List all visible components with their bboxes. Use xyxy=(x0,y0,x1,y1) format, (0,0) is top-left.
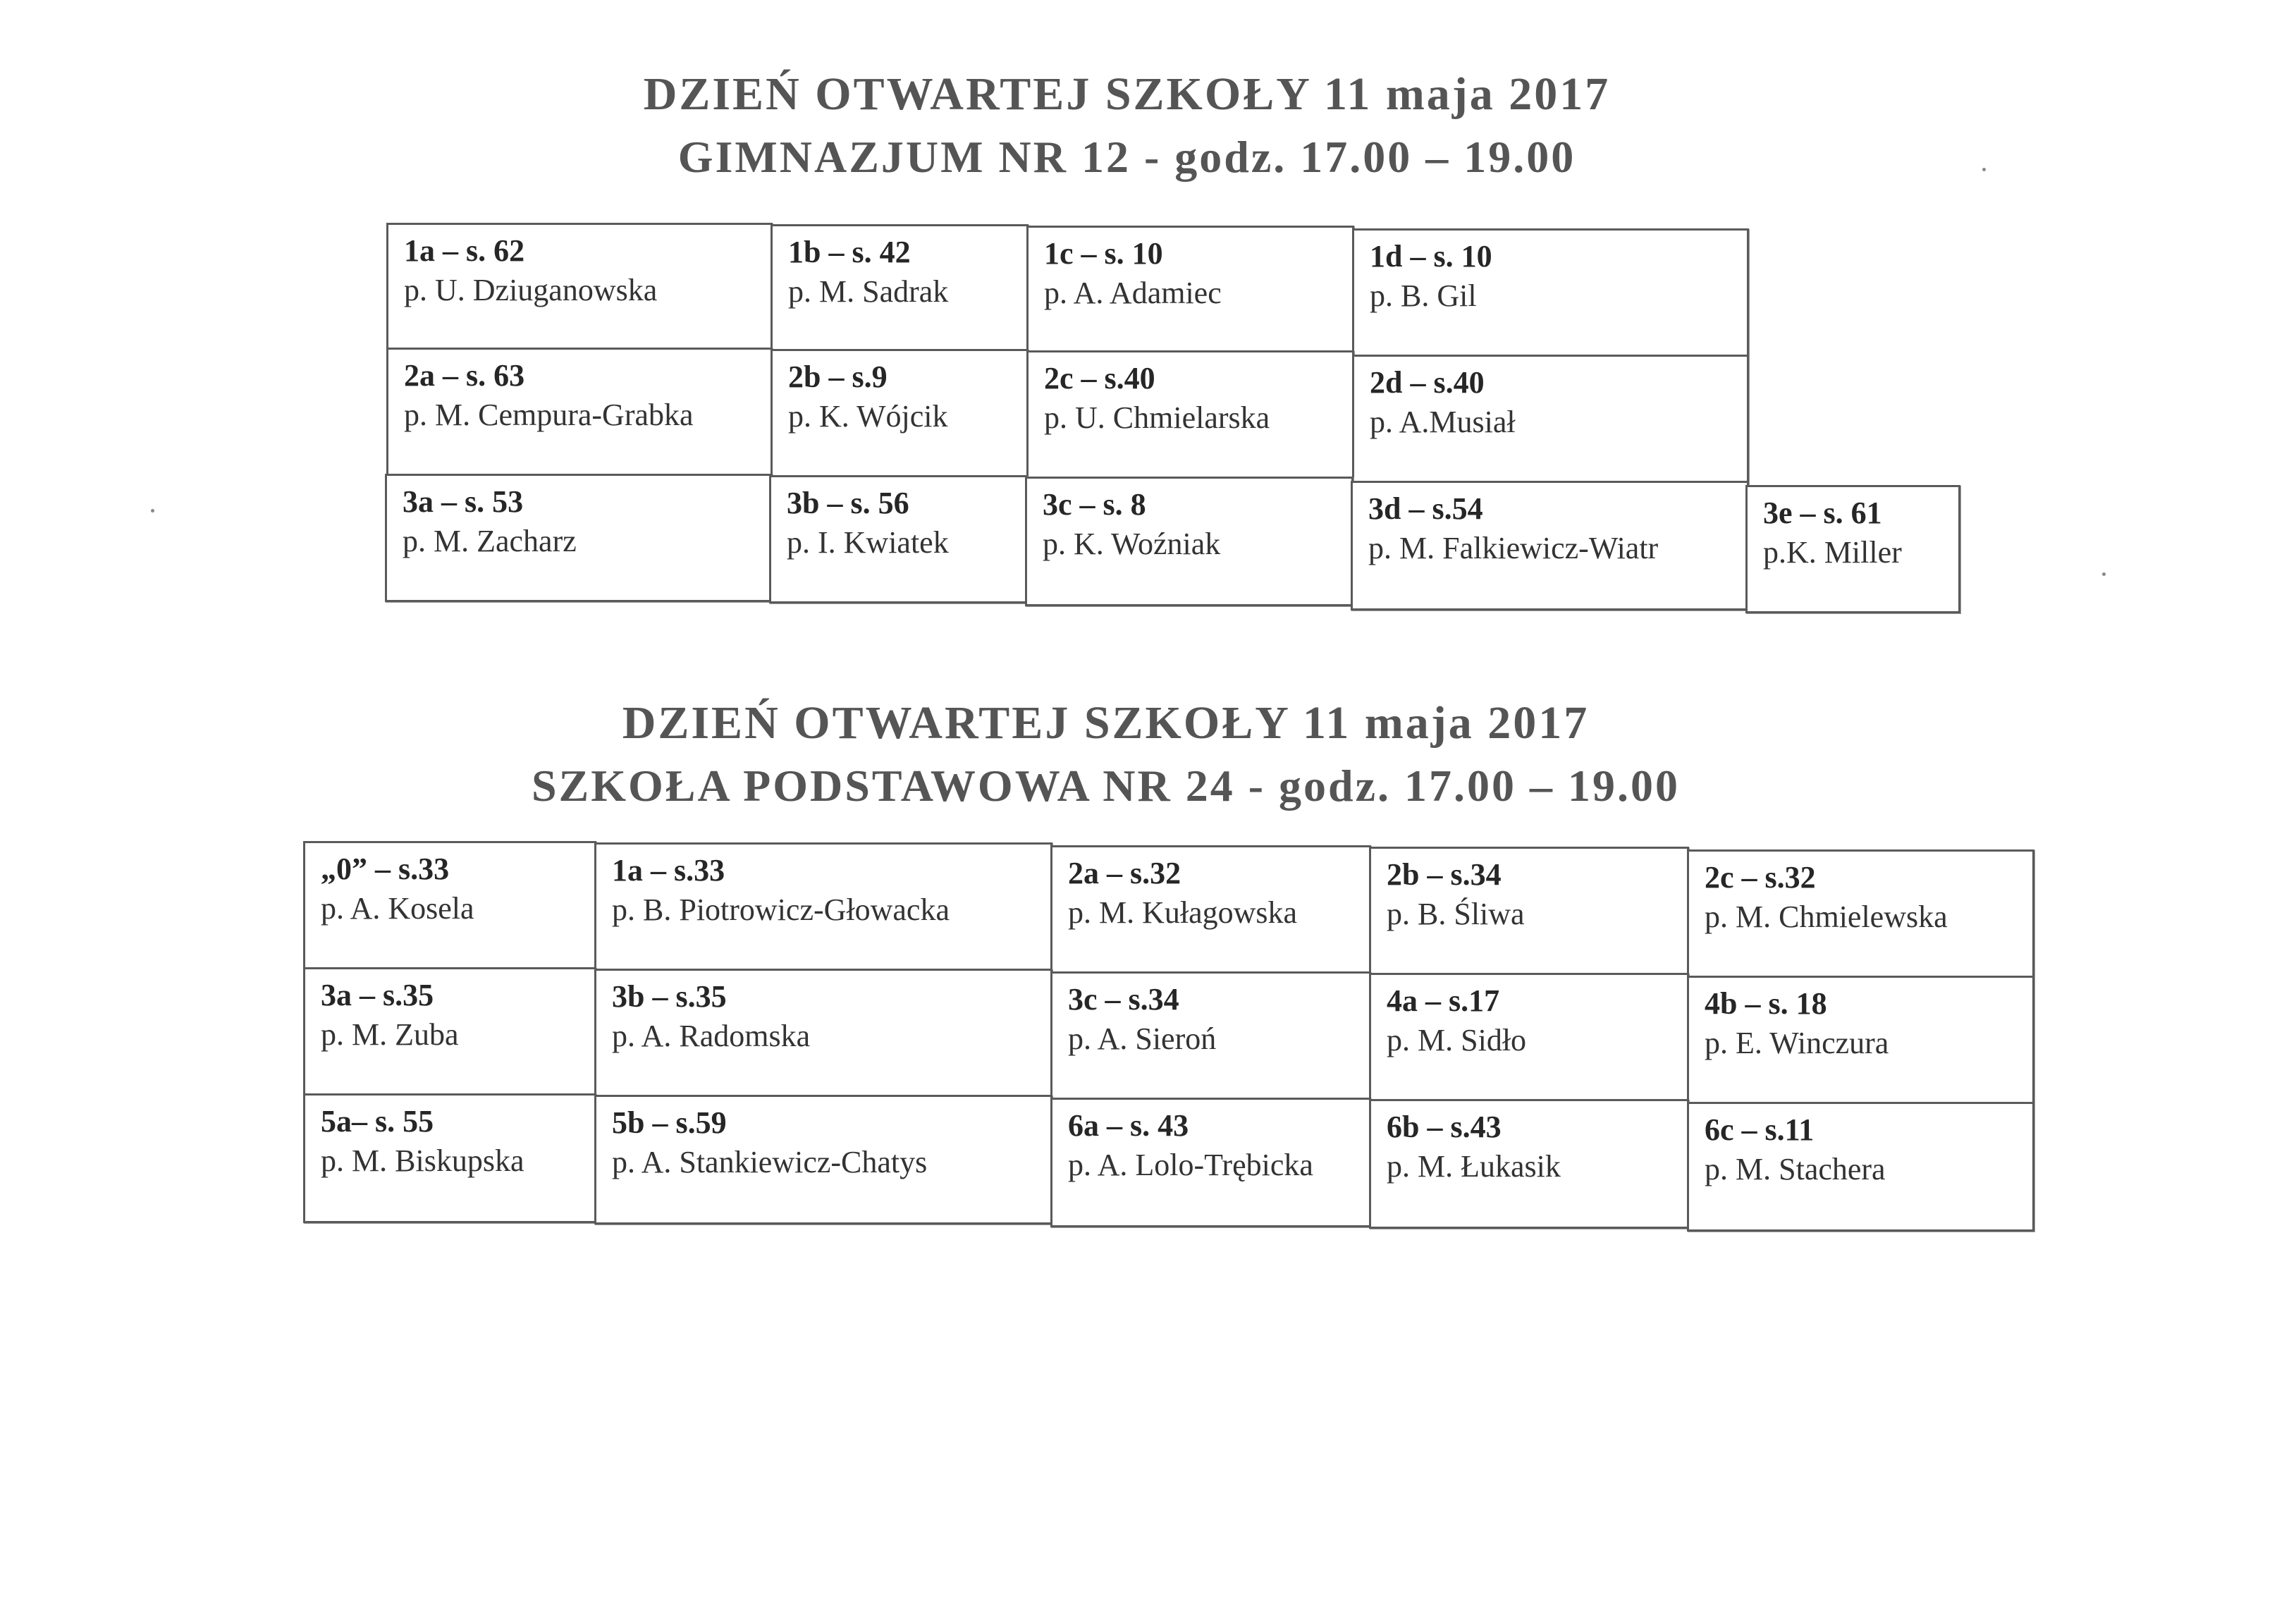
teacher-name: p. K. Woźniak xyxy=(1043,527,1221,561)
teacher-name: p. A. Sieroń xyxy=(1068,1021,1217,1056)
section1-subtitle: GIMNAZJUM NR 12 - godz. 17.00 – 19.00 xyxy=(677,132,1576,182)
class-room-label: 2c – s.32 xyxy=(1705,860,1816,895)
class-room-label: 4b – s. 18 xyxy=(1705,986,1827,1021)
table-cell xyxy=(303,1093,596,1223)
scan-speck xyxy=(1982,168,1986,171)
teacher-name: p. M. Chmielewska xyxy=(1705,900,1948,934)
table-cell xyxy=(1687,976,2034,1104)
table-cell xyxy=(771,349,1029,477)
teacher-name: p. A. Adamiec xyxy=(1044,276,1222,310)
class-room-label: 4a – s.17 xyxy=(1387,983,1500,1018)
teacher-name: p. I. Kwiatek xyxy=(787,525,949,560)
class-room-label: 3c – s.34 xyxy=(1068,982,1179,1017)
class-room-label: 2d – s.40 xyxy=(1370,365,1485,400)
class-room-label: 3e – s. 61 xyxy=(1763,496,1882,530)
class-room-label: 2b – s.9 xyxy=(788,360,888,394)
teacher-name: p. M. Łukasik xyxy=(1387,1149,1561,1184)
class-room-label: „0” – s.33 xyxy=(321,852,450,886)
table-cell xyxy=(1026,350,1354,479)
class-room-label: 3d – s.54 xyxy=(1368,491,1483,526)
class-room-label: 2a – s. 63 xyxy=(404,358,525,393)
teacher-name: p. M. Stachera xyxy=(1705,1152,1886,1186)
class-room-label: 2c – s.40 xyxy=(1044,361,1155,395)
teacher-name: p. M. Kułagowska xyxy=(1068,895,1298,930)
class-room-label: 3b – s. 56 xyxy=(787,486,909,520)
table-cell xyxy=(1369,1099,1689,1229)
teacher-name: p. E. Winczura xyxy=(1705,1026,1889,1060)
table-cell xyxy=(771,224,1029,351)
teacher-name: p. B. Piotrowicz-Głowacka xyxy=(612,892,950,927)
teacher-name: p. M. Zuba xyxy=(321,1017,459,1052)
table-cell xyxy=(1352,228,1749,357)
scan-speck xyxy=(151,509,154,513)
class-room-label: 6c – s.11 xyxy=(1705,1112,1815,1147)
table-cell xyxy=(1050,1098,1371,1227)
table-cell xyxy=(386,348,773,476)
teacher-name: p. K. Wójcik xyxy=(788,399,948,434)
section2-title: DZIEŃ OTWARTEJ SZKOŁY 11 maja 2017 xyxy=(622,697,1590,749)
class-room-label: 1b – s. 42 xyxy=(788,235,911,269)
teacher-name: p. U. Dziuganowska xyxy=(404,273,658,307)
table-cell xyxy=(1745,485,1960,613)
class-room-label: 1a – s.33 xyxy=(612,853,725,888)
table-cell xyxy=(594,1095,1052,1225)
table-cell xyxy=(1687,1102,2034,1232)
class-room-label: 2b – s.34 xyxy=(1387,857,1502,892)
table-cell xyxy=(594,842,1052,971)
teacher-name: p. A.Musiał xyxy=(1370,405,1516,439)
class-room-label: 5a– s. 55 xyxy=(321,1104,434,1139)
table-cell xyxy=(1687,849,2034,978)
class-room-label: 3a – s. 53 xyxy=(403,484,524,519)
scan-speck xyxy=(2102,572,2106,576)
table-cell xyxy=(386,223,773,350)
class-room-label: 3b – s.35 xyxy=(612,979,727,1014)
teacher-name: p. A. Radomska xyxy=(612,1019,811,1053)
table-cell xyxy=(1025,477,1353,606)
table-cell xyxy=(1050,845,1371,974)
teacher-name: p. A. Lolo-Trębicka xyxy=(1068,1148,1313,1182)
class-room-label: 1a – s. 62 xyxy=(404,233,525,268)
teacher-name: p. A. Kosela xyxy=(321,891,474,926)
table-cell xyxy=(1026,226,1354,352)
table-cell xyxy=(1352,355,1749,483)
teacher-name: p. M. Sidło xyxy=(1387,1023,1527,1057)
class-room-label: 2a – s.32 xyxy=(1068,856,1181,890)
teacher-name: p. B. Śliwa xyxy=(1387,897,1525,931)
class-room-label: 5b – s.59 xyxy=(612,1105,727,1140)
section1-title: DZIEŃ OTWARTEJ SZKOŁY 11 maja 2017 xyxy=(643,68,1611,120)
teacher-name: p. M. Biskupska xyxy=(321,1143,524,1178)
table-cell xyxy=(1369,973,1689,1101)
teacher-name: p.K. Miller xyxy=(1763,535,1902,570)
class-room-label: 6b – s.43 xyxy=(1387,1110,1502,1144)
table-cell xyxy=(1351,481,1749,610)
class-room-label: 1d – s. 10 xyxy=(1370,239,1492,274)
class-room-label: 6a – s. 43 xyxy=(1068,1108,1189,1143)
teacher-name: p. M. Zacharz xyxy=(403,524,577,558)
table-cell xyxy=(1369,847,1689,975)
teacher-name: p. M. Falkiewicz-Wiatr xyxy=(1368,531,1659,565)
table-cell xyxy=(594,969,1052,1097)
teacher-name: p. M. Sadrak xyxy=(788,274,949,309)
class-room-label: 3c – s. 8 xyxy=(1043,487,1146,522)
table-cell xyxy=(303,967,596,1096)
table-cell xyxy=(769,475,1027,603)
table-cell xyxy=(303,841,596,969)
teacher-name: p. B. Gil xyxy=(1370,278,1477,313)
teacher-name: p. A. Stankiewicz-Chatys xyxy=(612,1145,928,1179)
teacher-name: p. M. Cempura-Grabka xyxy=(404,398,694,432)
section2-subtitle: SZKOŁA PODSTAWOWA NR 24 - godz. 17.00 – 19.00 xyxy=(531,761,1681,811)
table-cell xyxy=(385,474,773,602)
table-cell xyxy=(1050,971,1371,1100)
teacher-name: p. U. Chmielarska xyxy=(1044,400,1270,435)
class-room-label: 1c – s. 10 xyxy=(1044,236,1163,271)
class-room-label: 3a – s.35 xyxy=(321,978,434,1012)
